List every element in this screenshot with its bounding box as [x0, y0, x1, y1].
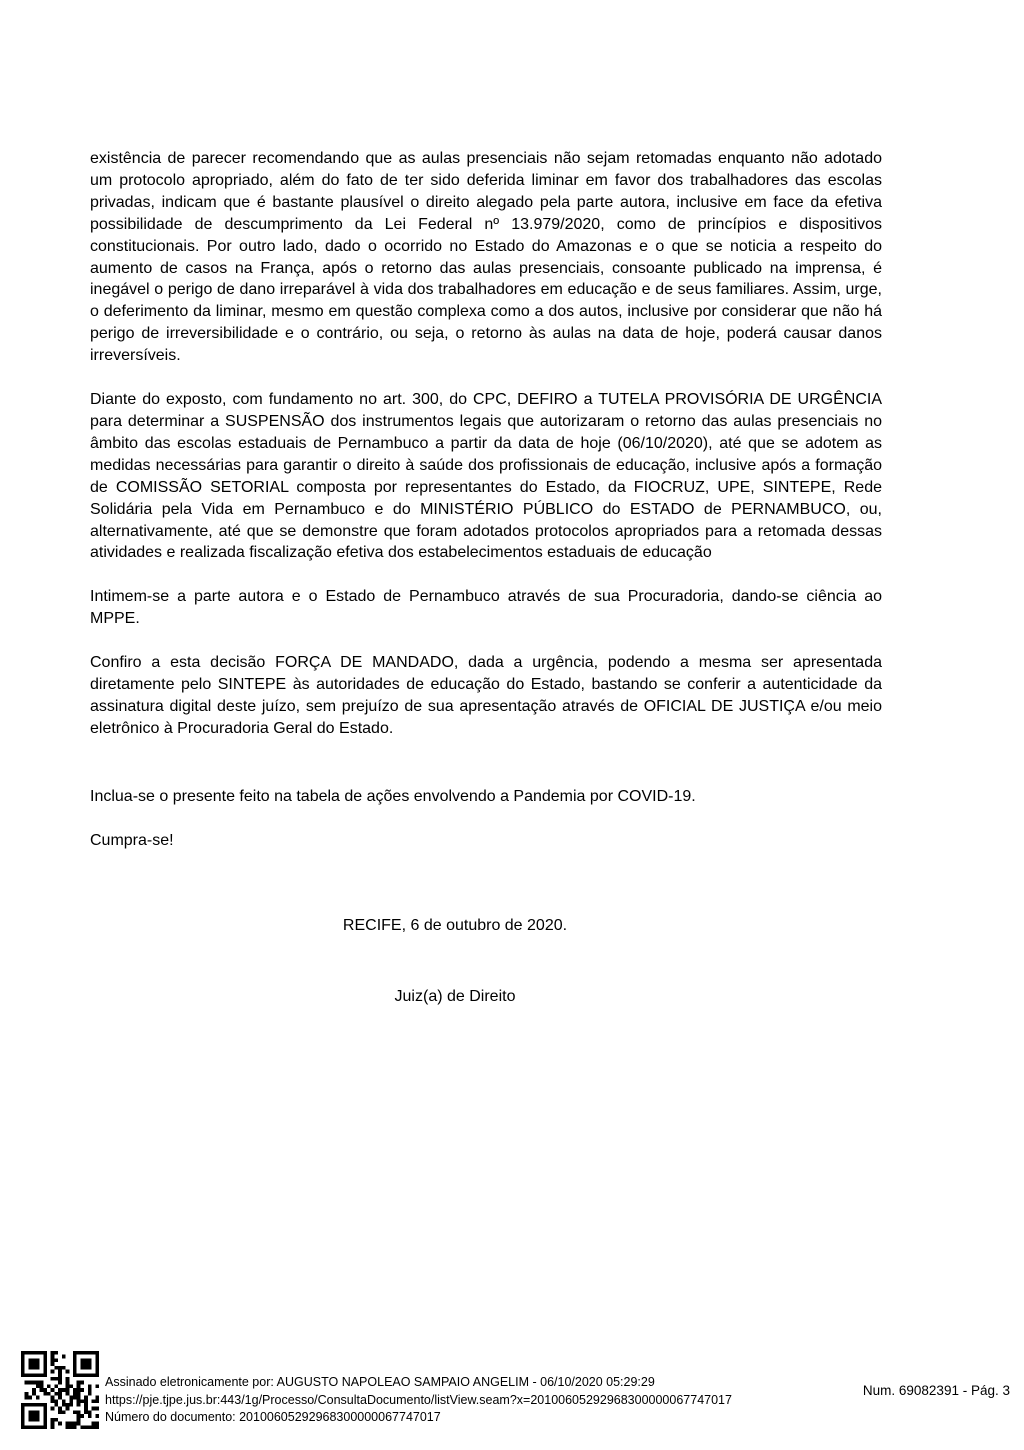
paragraph-4: Confiro a esta decisão FORÇA DE MANDADO, dada a urgência, podendo a mesma ser apresentada diretamente pelo SINTEPE às autoridades de educação do Estado, bastando se conferir a autenticidade da assinatura digital deste juízo, sem prejuízo de sua apresentação através de OFICIAL DE JUSTIÇA e/ou meio eletrônico à Procuradoria Geral do Estado. [90, 654, 882, 737]
qr-code-icon [21, 1351, 99, 1429]
page-number: Num. 69082391 - Pág. 3 [862, 1383, 1010, 1398]
paragraph-2: Diante do exposto, com fundamento no art. 300, do CPC, DEFIRO a TUTELA PROVISÓRIA DE URGÊNCIA para determinar a SUSPENSÃO dos instrumentos legais que autorizaram o retorno das aulas presenciais no âmbito das escolas estaduais de Pernambuco a partir da data de hoje (06/10/2020), até que se adotem as medidas necessárias para garantir o direito à saúde dos profissionais de educação, inclusive após a formação de COMISSÃO SETORIAL composta por representantes do Estado, da FIOCRUZ, UPE, SINTEPE, Rede Solidária pela Vida em Pernambuco e do MINISTÉRIO PÚBLICO do ESTADO de PERNAMBUCO, ou, alternativamente, até que se demonstre que foram adotados protocolos apropriados para a retomada dessas atividades e realizada fiscalização efetiva dos estabelecimentos estaduais de educação [90, 391, 882, 562]
signature-role: Juiz(a) de Direito [394, 988, 516, 1006]
signature-info: Assinado eletronicamente por: AUGUSTO NAPOLEAO SAMPAIO ANGELIM - 06/10/2020 05:29:29 [105, 1375, 655, 1389]
signature-block [105, 1374, 732, 1427]
decision-body [90, 148, 882, 1030]
verification-url: https://pje.tjpe.jus.br:443/1g/Processo/ConsultaDocumento/listView.seam?x=20100605292968300000067747017 [105, 1392, 732, 1407]
document-number: Número do documento: 20100605292968300000067747017 [105, 1410, 441, 1425]
paragraph-3: Intimem-se a parte autora e o Estado de Pernambuco através de sua Procuradoria, dando-se ciência ao MPPE. [90, 588, 882, 628]
date-line: RECIFE, 6 de outubro de 2020. [342, 916, 568, 934]
paragraph-1: existência de parecer recomendando que as aulas presenciais não sejam retomadas enquanto não adotado um protocolo apropriado, além do fato de ter sido deferida liminar em favor dos trabalhadores das escolas privadas, indicam que é bastante plausível o direito alegado pela parte autora, inclusive em face da efetiva possibilidade de descumprimento da Lei Federal nº 13.979/2020, como de princípios e dispositivos constitucionais. Por outro lado, dado o ocorrido no Estado do Amazonas e o que se noticia a respeito do aumento de casos na França, após o retorno das aulas presenciais, consoante publicado na imprensa, é inegável o perigo de dano irreparável à vida dos trabalhadores em educação e de seus familiares. Assim, urge, o deferimento da liminar, mesmo em questão complexa como a dos autos, inclusive por considerar que não há perigo de irreversibilidade e o contrário, ou seja, o retorno às aulas na data de hoje, poderá causar danos irreversíveis. [90, 150, 882, 365]
paragraph-6: Cumpra-se! [90, 831, 174, 849]
paragraph-5: Inclua-se o presente feito na tabela de ações envolvendo a Pandemia por COVID-19. [90, 787, 696, 805]
